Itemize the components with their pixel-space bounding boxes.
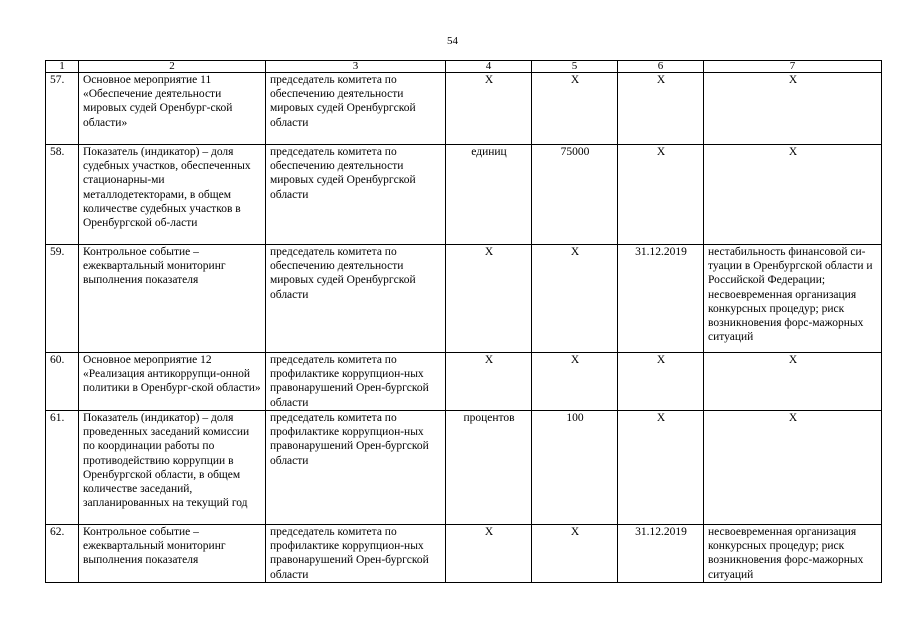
header-cell-5: 5 xyxy=(532,61,618,73)
unit: Х xyxy=(446,353,532,411)
deadline: Х xyxy=(618,73,704,145)
item-name: Основное мероприятие 11 «Обеспечение деятельности мировых судей Оренбург-ской области» xyxy=(79,73,266,145)
risk: Х xyxy=(704,411,882,525)
item-name: Показатель (индикатор) – доля судебных участков, обеспеченных стационарны-ми металлодетекторами, в общем количестве судебных участков в Оренбургской об-ласти xyxy=(79,145,266,245)
responsible: председатель комитета по обеспечению деятельности мировых судей Оренбургской области xyxy=(266,245,446,353)
risk: нестабильность финансовой си-туации в Оренбургской области и Российской Федерации; несвоевременная организация конкурсных процедур; риск возникновения форс-мажорных ситуаций xyxy=(704,245,882,353)
risk: Х xyxy=(704,145,882,245)
table-row xyxy=(46,73,882,145)
unit: Х xyxy=(446,245,532,353)
deadline: Х xyxy=(618,145,704,245)
header-cell-2: 2 xyxy=(79,61,266,73)
risk: несвоевременная организация конкурсных процедур; риск возникновения форс-мажорных ситуаций xyxy=(704,525,882,583)
row-number: 61. xyxy=(46,411,79,525)
unit: Х xyxy=(446,73,532,145)
table-row xyxy=(46,353,882,411)
deadline: Х xyxy=(618,411,704,525)
header-row xyxy=(46,61,882,73)
row-number: 57. xyxy=(46,73,79,145)
unit: единиц xyxy=(446,145,532,245)
item-name: Основное мероприятие 12 «Реализация антикоррупци-онной политики в Оренбург-ской области» xyxy=(79,353,266,411)
header-cell-3: 3 xyxy=(266,61,446,73)
value: 100 xyxy=(532,411,618,525)
value: Х xyxy=(532,73,618,145)
table-row xyxy=(46,245,882,353)
risk: Х xyxy=(704,353,882,411)
risk: Х xyxy=(704,73,882,145)
responsible: председатель комитета по обеспечению деятельности мировых судей Оренбургской области xyxy=(266,73,446,145)
header-cell-4: 4 xyxy=(446,61,532,73)
item-name: Показатель (индикатор) – доля проведенных заседаний комиссии по координации работы по противодействию коррупции в Оренбургской области, в общем количестве заседаний, запланированных на текущий год xyxy=(79,411,266,525)
responsible: председатель комитета по профилактике коррупцион-ных правонарушений Орен-бургской области xyxy=(266,411,446,525)
header-cell-1: 1 xyxy=(46,61,79,73)
responsible: председатель комитета по обеспечению деятельности мировых судей Оренбургской области xyxy=(266,145,446,245)
deadline: Х xyxy=(618,353,704,411)
page-number: 54 xyxy=(447,35,458,47)
item-name: Контрольное событие – ежеквартальный мониторинг выполнения показателя xyxy=(79,525,266,583)
value: Х xyxy=(532,245,618,353)
unit: Х xyxy=(446,525,532,583)
unit: процентов xyxy=(446,411,532,525)
row-number: 62. xyxy=(46,525,79,583)
table-row xyxy=(46,525,882,583)
row-number: 59. xyxy=(46,245,79,353)
responsible: председатель комитета по профилактике коррупцион-ных правонарушений Орен-бургской области xyxy=(266,353,446,411)
row-number: 60. xyxy=(46,353,79,411)
deadline: 31.12.2019 xyxy=(618,525,704,583)
value: Х xyxy=(532,525,618,583)
table-row xyxy=(46,145,882,245)
value: Х xyxy=(532,353,618,411)
responsible: председатель комитета по профилактике коррупцион-ных правонарушений Орен-бургской области xyxy=(266,525,446,583)
table-row xyxy=(46,411,882,525)
header-cell-7: 7 xyxy=(704,61,882,73)
deadline: 31.12.2019 xyxy=(618,245,704,353)
row-number: 58. xyxy=(46,145,79,245)
value: 75000 xyxy=(532,145,618,245)
header-cell-6: 6 xyxy=(618,61,704,73)
item-name: Контрольное событие – ежеквартальный мониторинг выполнения показателя xyxy=(79,245,266,353)
plan-table xyxy=(45,60,882,583)
